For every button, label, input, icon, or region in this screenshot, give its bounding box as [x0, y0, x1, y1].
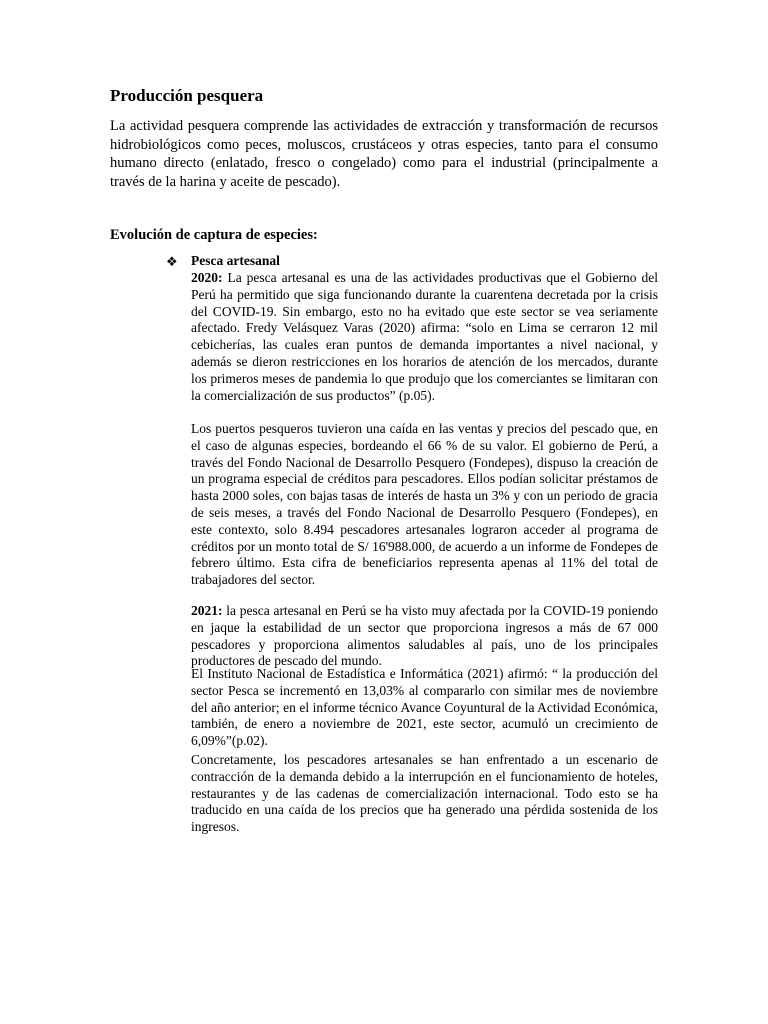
paragraph-2020	[191, 270, 658, 404]
paragraph-2021-text: la pesca artesanal en Perú se ha visto muy afectada por la COVID-19 poniendo en jaque la estabilidad de un sector que proporciona ingresos a más de 67 000 pescadores y proporciona alimentos saludables al país, uno de los principales productores de pescado del mundo.	[191, 603, 658, 669]
intro-paragraph: La actividad pesquera comprende las actividades de extracción y transformación de recursos hidrobiológicos como peces, moluscos, crustáceos y otras especies, tanto para el consumo humano directo (enlatado, fresco o congelado) como para el industrial (principalmente a través de la harina y aceite de pescado).	[110, 118, 658, 190]
paragraph-inei	[191, 666, 658, 750]
paragraph-concretamente	[191, 752, 658, 836]
paragraph-puertos-text: Los puertos pesqueros tuvieron una caída en las ventas y precios del pescado que, en el caso de algunas especies, bordeando el 66 % de su valor. El gobierno de Perú, a través del Fondo Nacional de Desarrollo Pesquero (Fondepes), dispuso la creación de un programa especial de créditos para pescadores. Ellos podían solicitar préstamos de hasta 2000 soles, con bajas tasas de interés de hasta un 3% y con un periodo de gracia de seis meses, a través del Fondo Nacional de Desarrollo Pesquero (Fondepes), en este contexto, solo 8.494 pescadores artesanales lograron acceder al programa de créditos por un monto total de S/ 16'988.000, de acuerdo a un informe de Fondepes de febrero último. Esta cifra de beneficiarios representa apenas al 11% del total de trabajadores del sector.	[191, 421, 658, 588]
paragraph-2021	[191, 603, 658, 670]
paragraph-inei-text: El Instituto Nacional de Estadística e Informática (2021) afirmó: “ la producción del sector Pesca se incrementó en 13,03% al compararlo con similar mes de noviembre del año anterior; en el informe técnico Avance Coyuntural de la Actividad Económica, también, de enero a noviembre de 2021, este sector, acumuló un crecimiento de 6,09%”(p.02).	[191, 666, 658, 749]
year-label-2021: 2021:	[191, 603, 223, 618]
paragraph-2020-text: La pesca artesanal es una de las actividades productivas que el Gobierno del Perú ha permitido que siga funcionando durante la cuarentena decretada por la crisis del COVID-19. Sin embargo, esto no ha evitado que este sector se vea seriamente afectado. Fredy Velásquez Varas (2020) afirma: “solo en Lima se cerraron 12 mil cebicherías, las cuales eran puntos de demanda importantes a nivel nacional, y además se dieron restricciones en los horarios de atención de los mercados, durante los primeros meses de pandemia lo que produjo que los comerciantes se limitaran con la comercialización de sus productos” (p.05).	[191, 270, 658, 403]
paragraph-concretamente-text: Concretamente, los pescadores artesanales se han enfrentado a un escenario de contracción de la demanda debido a la interrupción en el funcionamiento de hoteles, restaurantes y de las cadenas de comercialización internacional. Todo esto se ha traducido en una caída de los precios que ha generado una pérdida sostenida de los ingresos.	[191, 752, 658, 835]
page-title: Producción pesquera	[110, 86, 264, 105]
diamond-bullet-icon: ❖	[166, 254, 178, 269]
section-heading: Evolución de captura de especies:	[110, 227, 318, 243]
subsection-title: Pesca artesanal	[191, 253, 280, 268]
year-label-2020: 2020:	[191, 270, 223, 285]
paragraph-puertos	[191, 421, 658, 589]
